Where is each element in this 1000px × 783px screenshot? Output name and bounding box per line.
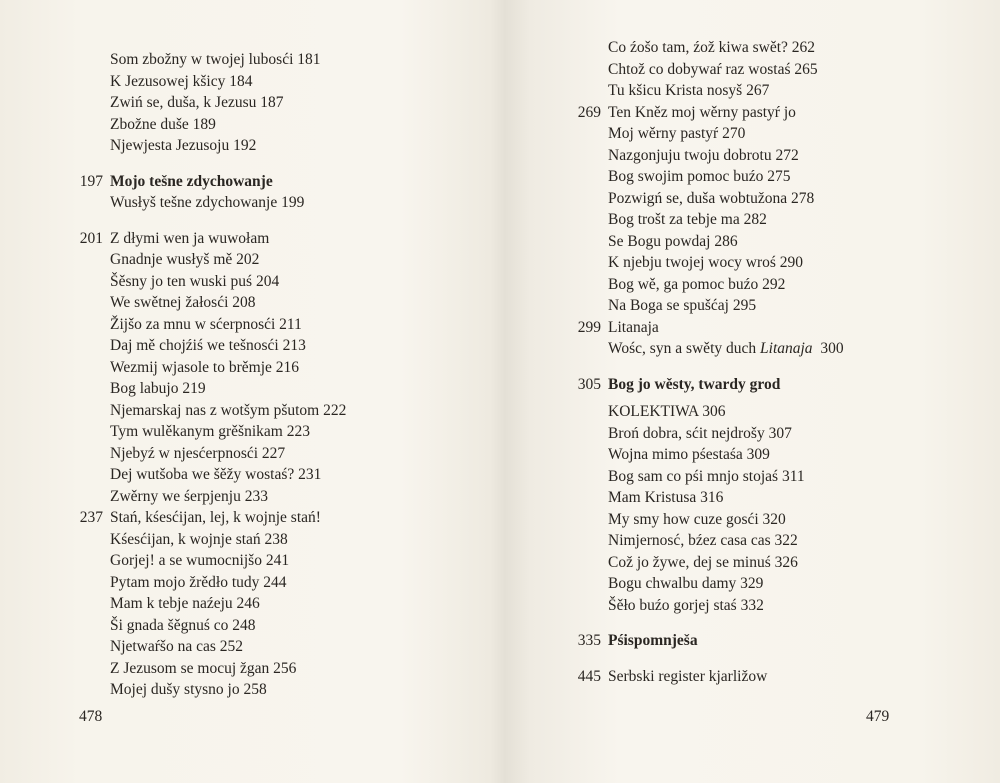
toc-entry <box>60 378 346 400</box>
entry-text: Ši gnada šěgnuś co 248 <box>110 616 256 634</box>
entry-text: Wezmij wjasole to brěmje 216 <box>110 358 300 376</box>
entry-text: Bog wě, ga pomoc buźo 292 <box>608 275 786 293</box>
entry-text: Som zbožny w twojej lubosći 181 <box>110 51 321 68</box>
toc-entry <box>558 274 844 296</box>
toc-entry <box>558 37 844 59</box>
entry-text: Njebyź w njesćerpnosći 227 <box>110 444 286 462</box>
toc-entry <box>60 593 346 615</box>
section-heading <box>60 507 346 529</box>
section-heading <box>558 102 844 124</box>
entry-text: Broń dobra, sćit nejdrošy 307 <box>608 424 792 442</box>
entry-text: Bogu chwalbu damy 329 <box>608 575 764 592</box>
entry-text: We swětnej žałosći 208 <box>110 294 256 311</box>
entry-text: Nimjernosć, bźez casa cas 322 <box>608 532 798 549</box>
section-title: Z dłymi wen ja wuwołam <box>110 229 270 247</box>
entry-text: Gorjej! a se wumocnijšo 241 <box>110 552 290 569</box>
entry-text: Njetwaŕšo na cas 252 <box>110 638 243 655</box>
toc-entry <box>558 252 844 274</box>
toc-entry <box>60 529 346 551</box>
toc-entry <box>558 59 844 81</box>
section-title: Litanaja <box>608 318 659 336</box>
toc-entry <box>60 357 346 379</box>
toc-entry <box>60 400 346 422</box>
section-page-number: 445 <box>577 667 601 685</box>
toc-entry <box>60 49 346 71</box>
entry-text: Mojej dušy stysno jo 258 <box>110 681 267 698</box>
toc-entry <box>558 552 844 574</box>
toc-entry <box>558 166 844 188</box>
toc-entry <box>60 443 346 465</box>
toc-entry <box>558 80 844 102</box>
entry-text: Gnadnje wusłyš mě 202 <box>110 251 260 268</box>
entry-text: Nazgonjuju twoju dobrotu 272 <box>608 146 799 164</box>
toc-entry <box>60 192 346 214</box>
left-page-number: 478 <box>79 708 103 725</box>
section-heading <box>60 228 346 250</box>
toc-entry <box>60 615 346 637</box>
toc-entry <box>60 679 346 701</box>
entry-text: Wusłyš tešne zdychowanje 199 <box>110 194 305 211</box>
toc-entry <box>60 550 346 572</box>
entry-text: Zbožne duše 189 <box>110 115 216 133</box>
toc-entry <box>60 71 346 93</box>
toc-entry <box>60 135 346 157</box>
toc-entry <box>558 509 844 531</box>
toc-entry <box>60 658 346 680</box>
section-page-number: 335 <box>577 632 601 649</box>
entry-text: Žijšo za mnu w sćerpnosći 211 <box>110 315 302 333</box>
entry-text: Bog trošt za tebje ma 282 <box>608 211 767 228</box>
toc-entry <box>60 486 346 508</box>
entry-text: Pytam mojo žrědło tudy 244 <box>110 573 287 591</box>
toc-entry <box>558 338 844 360</box>
section-page-number: 237 <box>79 509 103 526</box>
toc-entry <box>60 292 346 314</box>
toc-entry <box>60 92 346 114</box>
entry-text: Tu kšicu Krista nosyš 267 <box>608 82 770 99</box>
entry-text: Moj wěrny pastyŕ 270 <box>608 125 746 142</box>
section-heading <box>558 666 844 688</box>
section-title: Serbski register kjarližow <box>608 667 768 685</box>
entry-text: Se Bogu powdaj 286 <box>608 232 738 250</box>
toc-entry <box>558 401 844 423</box>
entry-text: My smy how cuze gosći 320 <box>608 510 786 528</box>
section-title: Bog jo wěsty, twardy grod <box>608 375 781 393</box>
toc-entry <box>60 114 346 136</box>
entry-text: Bog labujo 219 <box>110 380 206 397</box>
entry-text: Pozwigń se, duša wobtužona 278 <box>608 189 815 207</box>
section-title: Ten Kněz moj wěrny pastyŕ jo <box>608 103 796 121</box>
right-page-number: 479 <box>866 708 890 725</box>
toc-entry <box>60 314 346 336</box>
section-page-number: 197 <box>79 172 103 190</box>
entry-text: Wojna mimo pśestaśa 309 <box>608 446 770 463</box>
section-page-number: 305 <box>577 375 601 393</box>
section-heading <box>558 630 844 652</box>
entry-text: Šěło buźo gorjej staś 332 <box>608 596 764 614</box>
entry-text: Z Jezusom se mocuj žgan 256 <box>110 659 297 677</box>
toc-entry <box>558 231 844 253</box>
section-page-number: 201 <box>79 229 103 247</box>
section-title: Pśispomnješa <box>608 632 698 649</box>
section-title: Mojo tešne zdychowanje <box>110 172 273 190</box>
entry-text: K njebju twojej wocy wroś 290 <box>608 254 804 271</box>
toc-entry <box>60 249 346 271</box>
toc-entry <box>558 530 844 552</box>
entry-text: Njewjesta Jezusoju 192 <box>110 137 257 154</box>
toc-entry <box>558 123 844 145</box>
entry-text-italic: Litanaja <box>760 340 813 357</box>
entry-text: KOLEKTIWA 306 <box>608 403 726 420</box>
section-heading <box>60 171 346 193</box>
toc-entry <box>558 444 844 466</box>
toc-entry <box>558 487 844 509</box>
entry-text: Dej wutšoba we šěžy wostaś? 231 <box>110 466 322 483</box>
entry-text: Daj mě chojźiś we tešnosći 213 <box>110 337 306 354</box>
toc-entry <box>558 466 844 488</box>
toc-entry <box>558 188 844 210</box>
toc-entry <box>60 335 346 357</box>
section-page-number: 299 <box>577 318 601 336</box>
entry-text: Co źošo tam, źož kiwa swět? 262 <box>608 39 816 56</box>
entry-text: Zwěrny we śerpjenju 233 <box>110 487 268 505</box>
toc-entry <box>558 209 844 231</box>
section-heading <box>558 374 844 396</box>
entry-text <box>608 338 844 360</box>
section-page-number: 269 <box>577 103 601 121</box>
entry-text: Bog swojim pomoc buźo 275 <box>608 168 791 185</box>
entry-text: Mam k tebje naźeju 246 <box>110 595 260 612</box>
entry-text: Chtož co dobywaŕ raz wostaś 265 <box>608 60 818 78</box>
entry-text: K Jezusowej kšicy 184 <box>110 72 253 90</box>
entry-text-main: Wośc, syn a swěty duch <box>608 340 757 357</box>
entry-page: 300 <box>820 340 844 357</box>
toc-entry <box>60 572 346 594</box>
toc-entry <box>558 145 844 167</box>
entry-text: Kśesćijan, k wojnje stań 238 <box>110 530 288 548</box>
toc-entry <box>60 271 346 293</box>
toc-entry <box>558 595 844 617</box>
entry-text: Mam Kristusa 316 <box>608 489 724 506</box>
entry-text: Bog sam co pśi mnjo stojaś 311 <box>608 467 805 485</box>
toc-entry <box>558 295 844 317</box>
entry-text: Zwiń se, duša, k Jezusu 187 <box>110 94 284 111</box>
entry-text: Což jo žywe, dej se minuś 326 <box>608 553 798 571</box>
toc-entry <box>558 573 844 595</box>
left-page-contents <box>60 49 346 701</box>
entry-text: Njemarskaj nas z wotšym pšutom 222 <box>110 401 347 419</box>
right-page-contents <box>558 37 844 687</box>
toc-entry <box>60 636 346 658</box>
section-heading <box>558 317 844 339</box>
entry-text: Šěsny jo ten wuski puś 204 <box>110 272 280 290</box>
section-title: Stań, kśesćijan, lej, k wojnje stań! <box>110 509 321 526</box>
entry-text: Na Boga se spušćaj 295 <box>608 297 757 314</box>
toc-entry <box>558 423 844 445</box>
toc-entry <box>60 464 346 486</box>
entry-text: Tym wulěkanym grěšnikam 223 <box>110 423 310 440</box>
toc-entry <box>60 421 346 443</box>
